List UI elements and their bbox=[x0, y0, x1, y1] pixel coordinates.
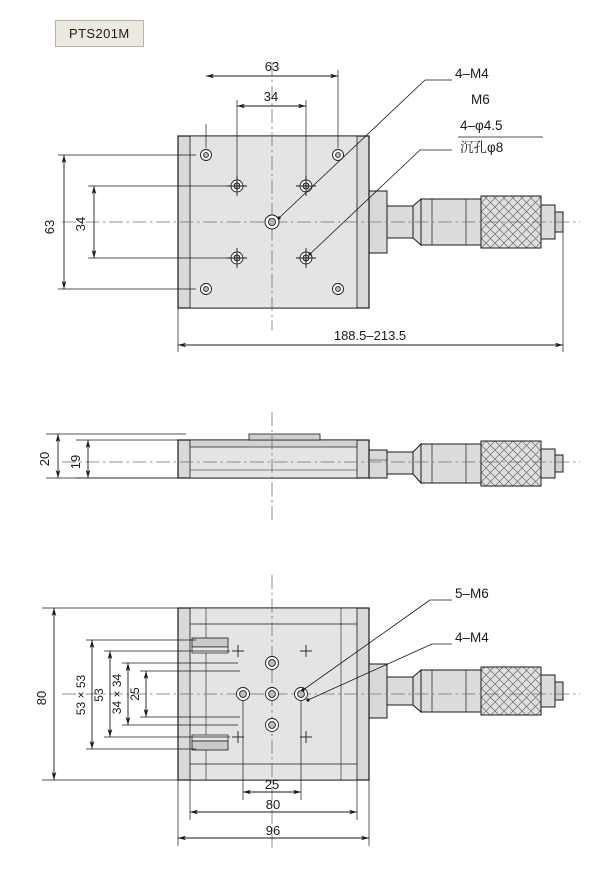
dim-label-53x53: 53 × 53 bbox=[74, 674, 88, 716]
bottom-view-group bbox=[34, 575, 580, 850]
dim-label-53: 53 bbox=[92, 688, 106, 702]
dim-label-80-left: 80 bbox=[34, 690, 49, 706]
dim-label-80-horiz: 80 bbox=[265, 797, 281, 812]
leader-m6 bbox=[471, 92, 490, 107]
callout-5-m6: 5–M6 bbox=[455, 586, 489, 601]
dim-label-25-horiz: 25 bbox=[264, 777, 280, 792]
side-view-body bbox=[178, 434, 387, 478]
callout-4-phi45: 4–φ4.5 bbox=[460, 118, 503, 133]
side-view-micrometer bbox=[369, 441, 563, 486]
dim-side-height-20 bbox=[37, 434, 186, 478]
dim-label-63-left: 63 bbox=[42, 219, 57, 235]
dim-label-63-top: 63 bbox=[264, 59, 280, 74]
dim-label-overall-length: 188.5–213.5 bbox=[333, 328, 407, 343]
part-number-label: PTS201M bbox=[55, 20, 144, 47]
dim-side-height-19 bbox=[68, 440, 186, 478]
bottom-view-micrometer bbox=[369, 664, 563, 718]
dim-label-25-vert: 25 bbox=[128, 687, 142, 701]
dim-label-96-horiz: 96 bbox=[265, 823, 281, 838]
top-view-center-m6 bbox=[265, 215, 279, 229]
top-view-group bbox=[42, 59, 580, 352]
side-view-group bbox=[37, 412, 580, 520]
dim-label-34-top: 34 bbox=[263, 89, 279, 104]
dim-label-34x34: 34 × 34 bbox=[110, 673, 124, 715]
dim-label-34-left: 34 bbox=[73, 216, 88, 232]
dim-label-19: 19 bbox=[68, 454, 83, 470]
callout-counterbore: 沉孔φ8 bbox=[460, 140, 504, 155]
callout-m6: M6 bbox=[471, 92, 490, 107]
dim-label-20: 20 bbox=[37, 451, 52, 467]
callout-4-m4-bottom: 4–M4 bbox=[455, 630, 489, 645]
callout-4-m4: 4–M4 bbox=[455, 66, 489, 81]
